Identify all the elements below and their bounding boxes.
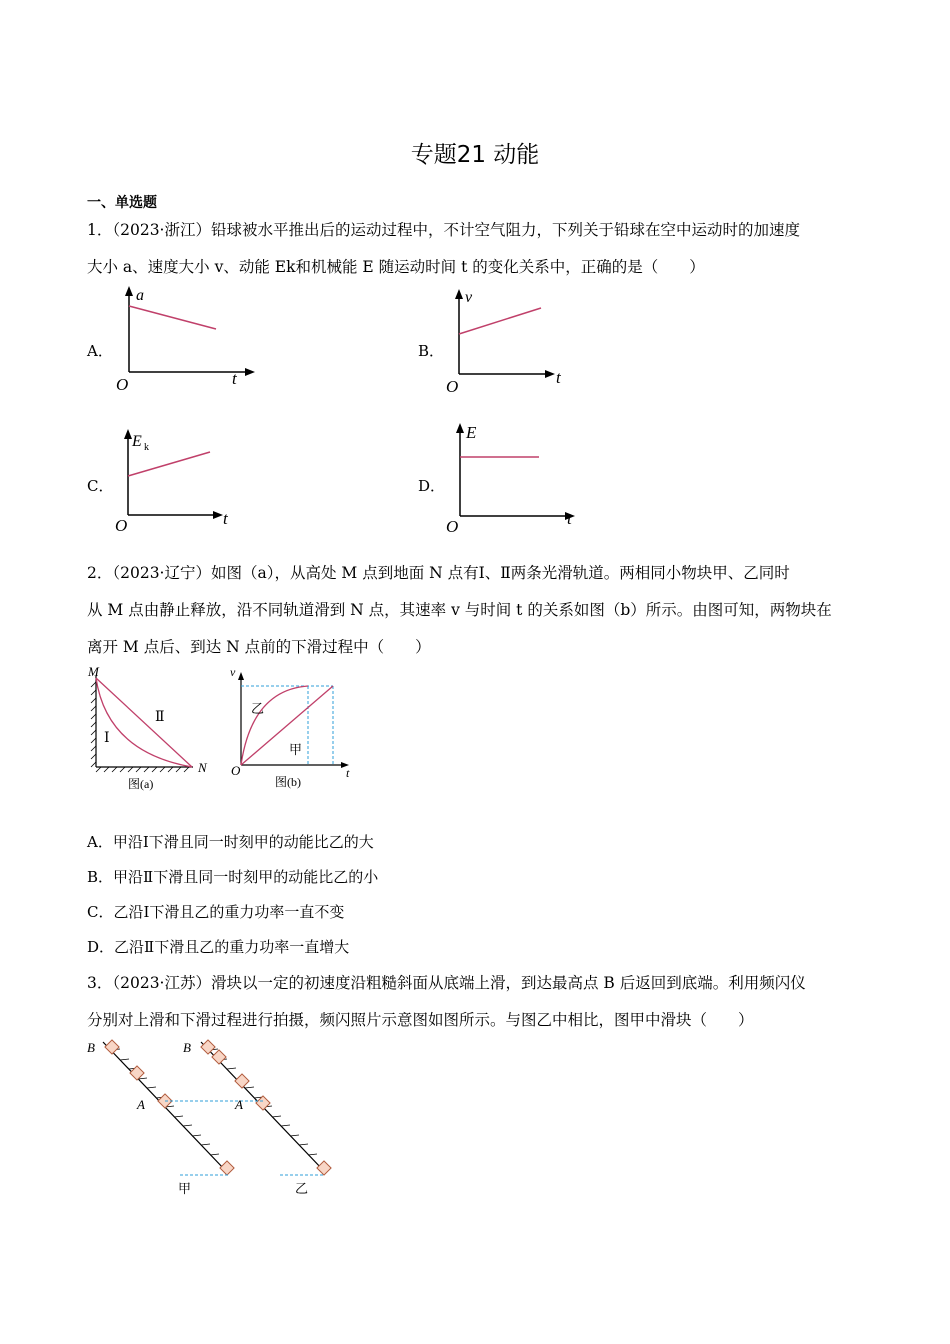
block [256,1096,270,1110]
graph-a-x-label: t [232,369,237,388]
figure-jia-caption: 甲 [178,1181,192,1196]
graph-a-origin: O [116,375,129,394]
figure-q3 [85,1035,345,1205]
graph-a-y-label: a [136,287,144,304]
curve-yi-label: 乙 [251,701,265,716]
graph-c-y-label: E [132,433,142,450]
section-heading: 一、单选题 [87,195,157,211]
origin-label: O [231,763,241,778]
graph-a [108,284,258,396]
figure-a [85,662,225,797]
figure-yi-caption: 乙 [295,1181,309,1196]
figure-b [228,660,363,795]
incline-yi [201,1040,331,1175]
block [130,1066,144,1080]
q2-option-b[interactable]: B．甲沿Ⅱ下滑且同一时刻甲的动能比乙的小 [87,868,379,886]
graph-b-x-label: t [556,368,561,387]
q3-line2: 分别对上滑和下滑过程进行拍摄，频闪照片示意图如图所示。与图乙中相比，图甲中滑块（ ） [87,1011,754,1029]
graph-d-y-label: E [466,423,477,442]
graph-d [440,420,590,538]
axis-t-label: t [346,766,350,780]
graph-b [438,286,588,396]
q1-option-c-label[interactable]: C． [87,477,114,495]
dashed-levels [165,1101,325,1175]
graph-c-y-subscript: k [144,442,149,453]
graph-b-line [459,308,541,334]
q2-option-c[interactable]: C．乙沿Ⅰ下滑且乙的重力功率一直不变 [87,903,345,921]
q2-line1: 2．（2023·辽宁）如图（a），从高处 M 点到地面 N 点有Ⅰ、Ⅱ两条光滑轨道。两相同小物块甲、乙同时 [87,564,790,582]
q1-option-b-label[interactable]: B． [418,342,445,360]
q2-option-d[interactable]: D．乙沿Ⅱ下滑且乙的重力功率一直增大 [87,938,350,956]
page-title: 专题21 动能 [410,142,540,168]
graph-d-origin: O [446,517,459,536]
track-2-label: Ⅱ [155,710,165,725]
block [201,1040,215,1054]
incline-jia [103,1040,234,1175]
curve-jia-label: 甲 [289,742,303,757]
point-a-jia: A [137,1097,145,1112]
figure-a-caption: 图(a) [128,777,154,791]
q1-line1: 1．（2023·浙江）铅球被水平推出后的运动过程中，不计空气阻力，下列关于铅球在空中运动时的加速度 [87,221,800,239]
point-b-jia: B [87,1040,95,1055]
graph-b-origin: O [446,377,459,396]
figure-b-caption: 图(b) [275,775,301,789]
q1-option-a-label[interactable]: A． [87,342,113,360]
graph-b-y-label: v [465,289,473,306]
point-n: N [198,760,207,775]
curve-jia [241,686,333,765]
axis-v-label: v [230,665,236,679]
graph-d-x-label: t [567,509,572,528]
q3-line1: 3．（2023·江苏）滑块以一定的初速度沿粗糙斜面从底端上滑，到达最高点 B 后返回到底端。利用频闪仪 [87,974,806,992]
track-straight [96,678,192,767]
graph-c-line [128,452,210,476]
block [212,1050,226,1064]
q2-line3: 离开 M 点后、到达 N 点前的下滑过程中（ ） [87,638,431,656]
block [235,1074,249,1088]
graph-c-x-label: t [223,509,228,528]
q2-line2: 从 M 点由静止释放，沿不同轨道滑到 N 点，其速率 v 与时间 t 的关系如图（b）所示。由图可知，两物块在 [87,601,832,619]
q1-option-d-label[interactable]: D． [418,477,446,495]
point-m: M [88,664,99,679]
point-b-yi: B [183,1040,191,1055]
graph-c-origin: O [115,516,128,535]
block [105,1040,119,1054]
block [220,1161,234,1175]
track-1-label: Ⅰ [104,731,110,746]
point-a-yi: A [235,1097,243,1112]
q1-line2: 大小 a、速度大小 v、动能 Ek和机械能 E 随运动时间 t 的变化关系中，正确的是（ ） [87,258,705,276]
graph-a-line [129,306,216,329]
q2-option-a[interactable]: A．甲沿Ⅰ下滑且同一时刻甲的动能比乙的大 [87,833,374,851]
graph-c [108,428,258,538]
block [317,1161,331,1175]
